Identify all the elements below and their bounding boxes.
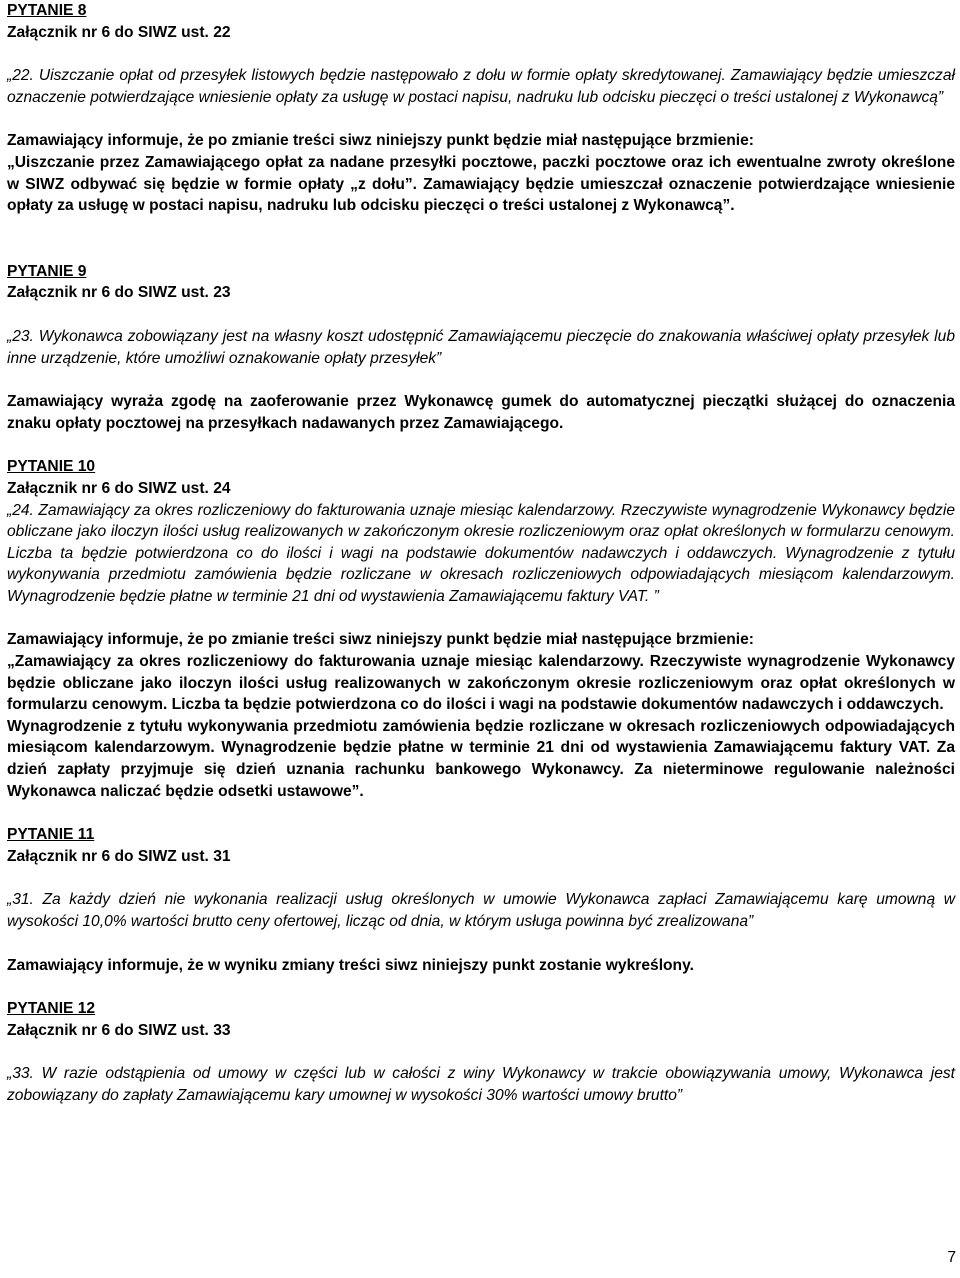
question-9-ref: Załącznik nr 6 do SIWZ ust. 23 bbox=[7, 284, 231, 302]
question-11-title: PYTANIE 11 bbox=[7, 826, 95, 844]
question-10-ref: Załącznik nr 6 do SIWZ ust. 24 bbox=[7, 479, 231, 497]
question-10-answer-intro: Zamawiający informuje, że po zmianie treści siwz niniejszy punkt będzie miał następujące brzmienie: bbox=[7, 631, 754, 649]
question-10-answer-text-1: „Zamawiający za okres rozliczeniowy do fakturowania uznaje miesiąc kalendarzowy. Rzeczywiste wynagrodzenie Wykonawcy będzie obliczane jako iloczyn ilości usług realizowanych w zakończonym okresie rozliczeniowym oraz opłat określonych w formularzu cenowym. Liczba ta będzie potwierdzona co do ilości i wagi na podstawie dokumentów nadawczych i oddawczych. bbox=[7, 653, 955, 714]
question-8-title: PYTANIE 8 bbox=[7, 2, 87, 19]
question-12-title: PYTANIE 12 bbox=[7, 1000, 96, 1018]
question-8-ref: Załącznik nr 6 do SIWZ ust. 22 bbox=[7, 23, 231, 41]
question-11-answer-text: Zamawiający informuje, że w wyniku zmiany treści siwz niniejszy punkt zostanie wykreślony. bbox=[7, 956, 694, 974]
question-8-quote: „22. Uiszczanie opłat od przesyłek listowych będzie następowało z dołu w formie opłaty skredytowanej. Zamawiający będzie umieszczał oznaczenie potwierdzające wniesienie opłaty za usługę w postaci napisu, nadruku lub odcisku pieczęci o treści ustalonej z Wykonawcą” bbox=[7, 67, 955, 106]
question-10-heading bbox=[7, 456, 955, 478]
question-11-quote: „31. Za każdy dzień nie wykonania realizacji usług określonych w umowie Wykonawca zapłaci Zamawiającemu karę umowną w wysokości 10,0% wartości brutto ceny ofertowej, licząc od dnia, w którym usługa powinna być zrealizowana” bbox=[7, 891, 955, 930]
question-8-answer-intro: Zamawiający informuje, że po zmianie treści siwz niniejszy punkt będzie miał następujące brzmienie: bbox=[7, 132, 754, 150]
question-9-heading bbox=[7, 261, 955, 283]
question-12-heading bbox=[7, 998, 955, 1020]
question-11-ref: Załącznik nr 6 do SIWZ ust. 31 bbox=[7, 847, 231, 865]
question-8-answer-text: „Uiszczanie przez Zamawiającego opłat za nadane przesyłki pocztowe, paczki pocztowe oraz ich ewentualne zwroty określone w SIWZ odbywać się będzie w formie opłaty „z dołu”. Zamawiający będzie umieszczał oznaczenie potwierdzające wniesienie opłaty za usługę w postaci napisu, nadruku lub odcisku pieczęci o treści ustalonej z Wykonawcą”. bbox=[7, 153, 955, 215]
question-10-answer-text-2: Wynagrodzenie z tytułu wykonywania przedmiotu zamówienia będzie rozliczane w okresach rozliczeniowych odpowiadających miesiącom kalendarzowym. Wynagrodzenie będzie płatne w terminie 21 dni od wystawienia Zamawiającemu faktury VAT. Za dzień zapłaty przyjmuje się dzień uznania rachunku bankowego Wykonawcy. Za nieterminowe regulowanie należności Wykonawca naliczać będzie odsetki ustawowe”. bbox=[7, 717, 955, 800]
question-8-heading bbox=[7, 0, 955, 22]
question-11-heading bbox=[7, 824, 955, 846]
page-number: 7 bbox=[947, 1249, 956, 1266]
question-10-quote: „24. Zamawiający za okres rozliczeniowy do fakturowania uznaje miesiąc kalendarzowy. Rzeczywiste wynagrodzenie Wykonawcy będzie obliczane jako iloczyn ilości usług realizowanych w zakończonym okresie rozliczeniowym oraz opłat określonych w formularzu cenowym. Liczba ta będzie potwierdzona co do ilości i wagi na podstawie dokumentów nadawczych i oddawczych. Wynagrodzenie z tytułu wykonywania przedmiotu zamówienia będzie rozliczane w okresach rozliczeniowych odpowiadających miesiącom kalendarzowym. Wynagrodzenie będzie płatne w terminie 21 dni od wystawienia Zamawiającemu faktury VAT. ” bbox=[7, 501, 955, 605]
document-page bbox=[7, 0, 955, 1107]
question-9-answer-text: Zamawiający wyraża zgodę na zaoferowanie przez Wykonawcę gumek do automatycznej pieczątki służącej do oznaczenia znaku opłaty pocztowej na przesyłkach nadawanych przez Zamawiającego. bbox=[7, 393, 955, 432]
question-9-title: PYTANIE 9 bbox=[7, 262, 87, 280]
question-12-quote: „33. W razie odstąpienia od umowy w części lub w całości z winy Wykonawcy w trakcie obowiązywania umowy, Wykonawca jest zobowiązany do zapłaty Zamawiającemu kary umownej w wysokości 30% wartości umowy brutto” bbox=[7, 1065, 955, 1104]
question-12-ref: Załącznik nr 6 do SIWZ ust. 33 bbox=[7, 1021, 231, 1039]
question-10-title: PYTANIE 10 bbox=[7, 458, 96, 476]
question-9-quote: „23. Wykonawca zobowiązany jest na własny koszt udostępnić Zamawiającemu pieczęcie do znakowania właściwej opłaty przesyłek lub inne urządzenie, które umożliwi oznakowanie opłaty przesyłek” bbox=[7, 327, 955, 367]
